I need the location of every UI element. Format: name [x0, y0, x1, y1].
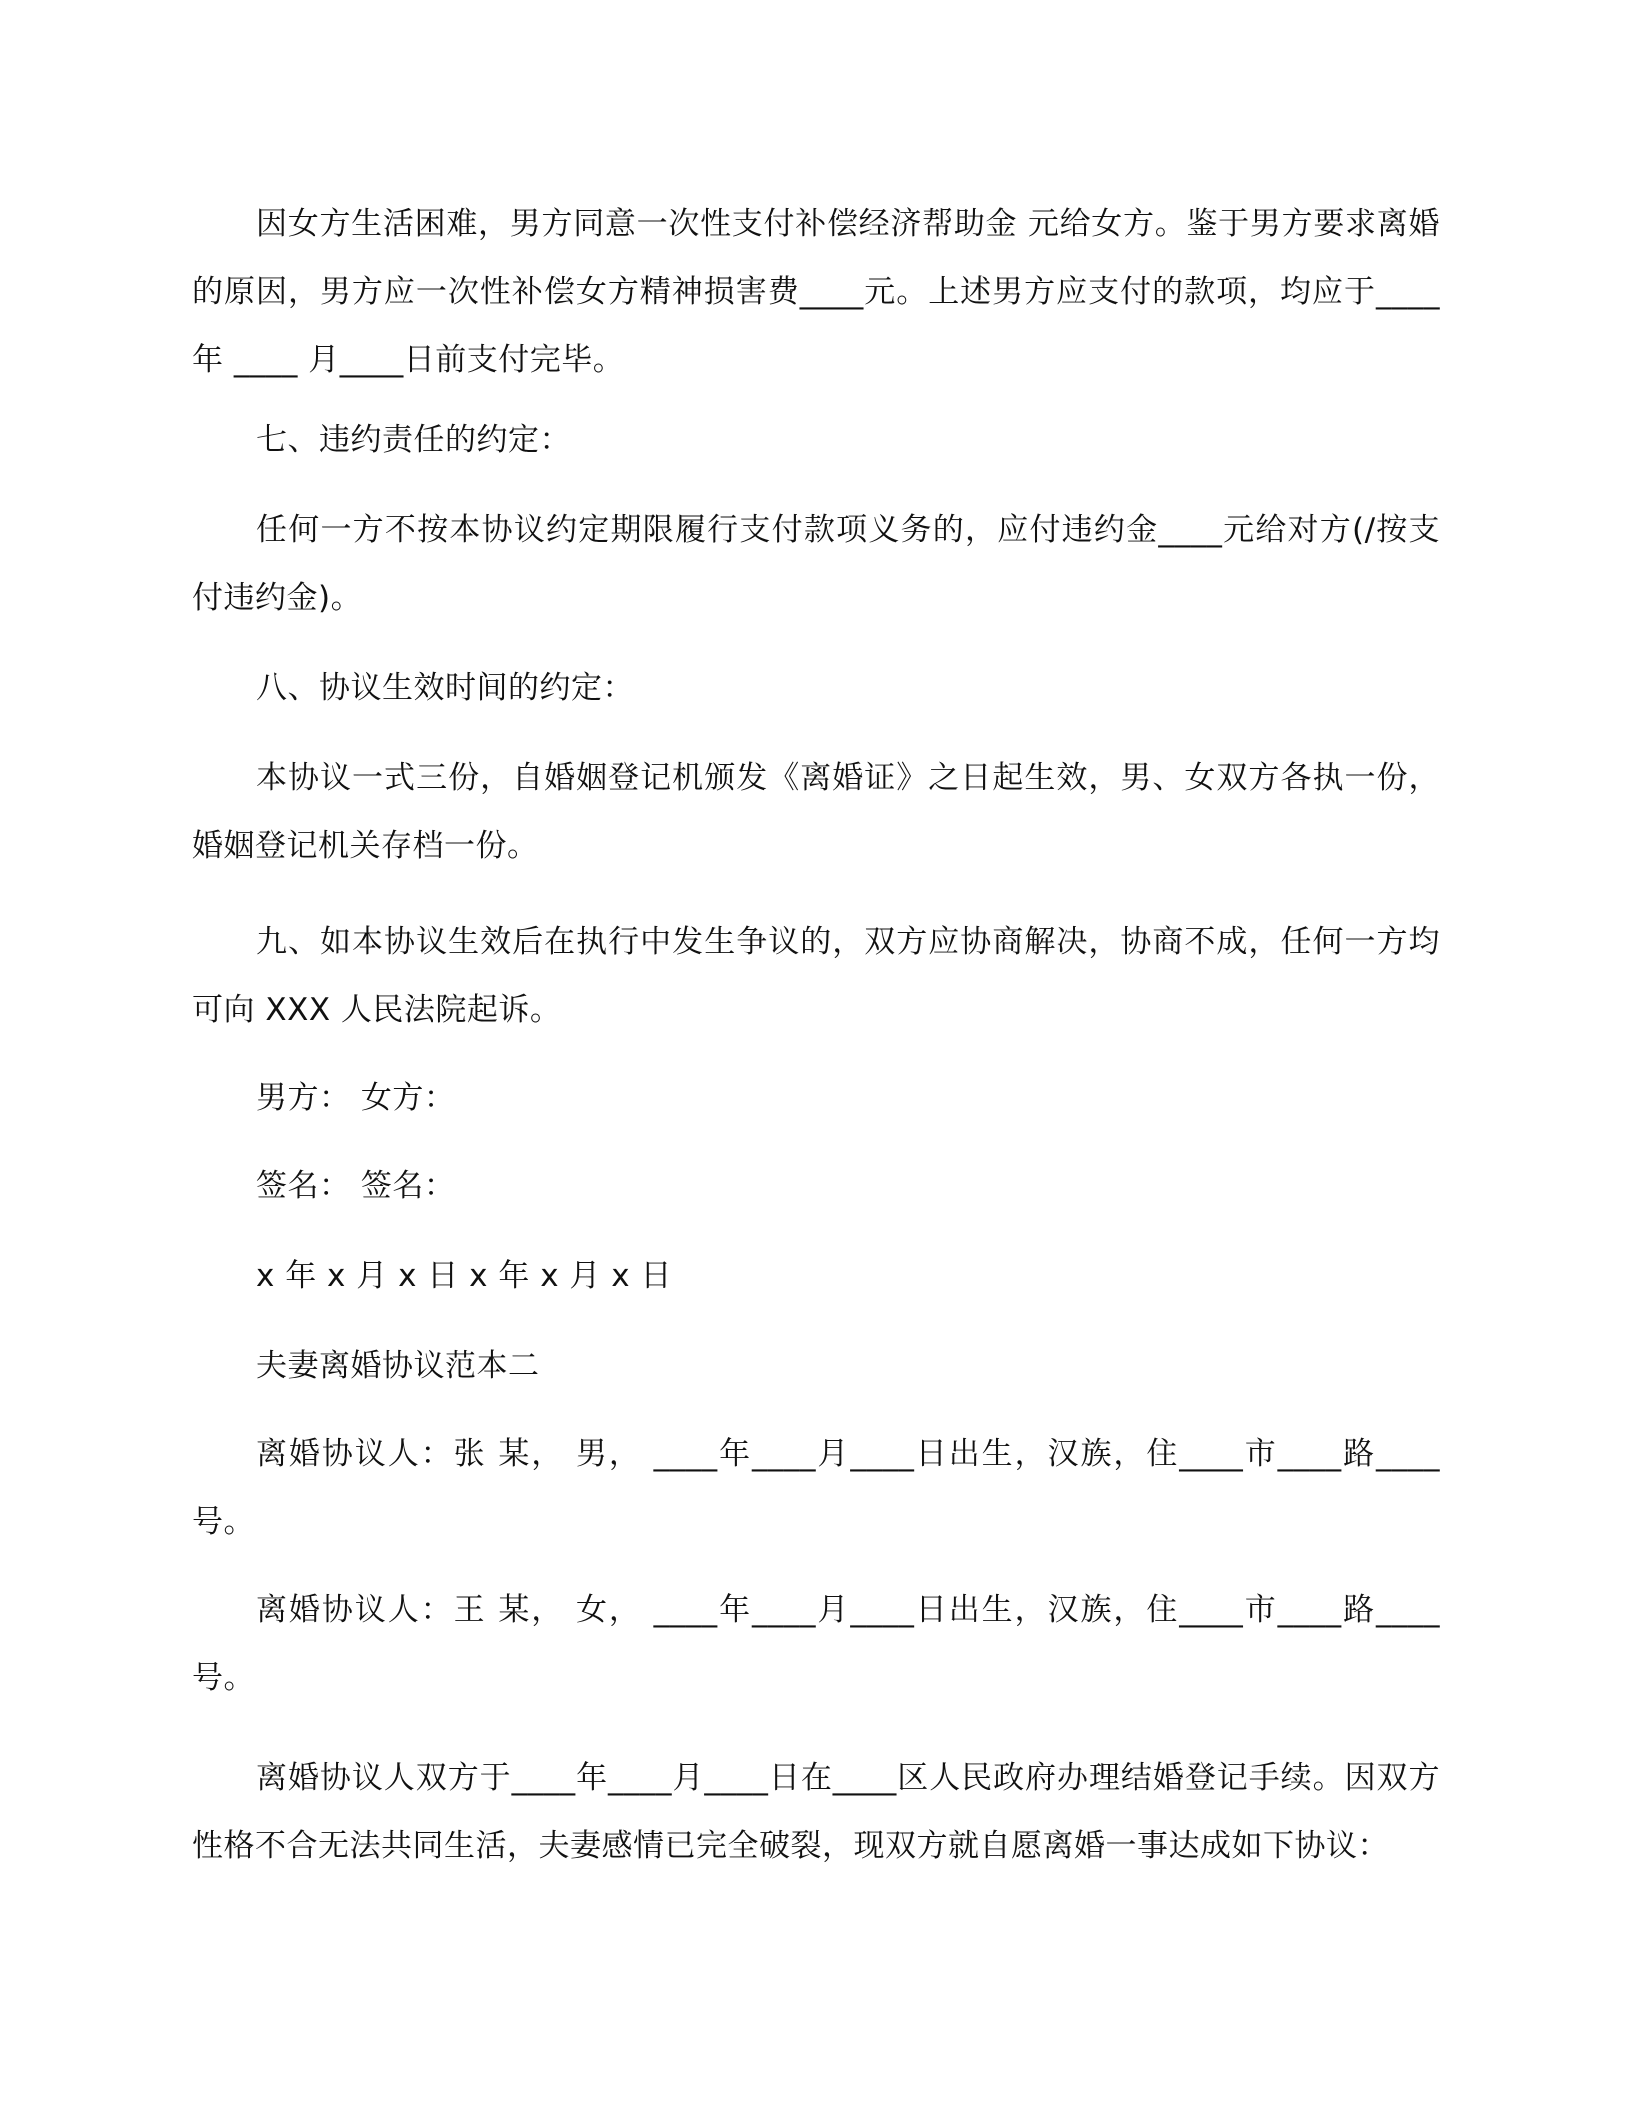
heading-breach-liability: 七、违约责任的约定： — [256, 422, 571, 458]
section-title-template-two: 夫妻离婚协议范本二 — [256, 1348, 540, 1384]
paragraph-compensation: 因女方生活困难，男方同意一次性支付补偿经济帮助金 元给女方。鉴于男方要求离婚的原因，男方应一次性补偿女方精神损害费____元。上述男方应支付的款项，均应于____年 ____ 月____日前支付完毕。 — [192, 206, 1440, 378]
heading-effective-time: 八、协议生效时间的约定： — [256, 670, 634, 706]
paragraph-marriage-registration: 离婚协议人双方于____年____月____日在____区人民政府办理结婚登记手续。因双方性格不合无法共同生活，夫妻感情已完全破裂，现双方就自愿离婚一事达成如下协议： — [192, 1760, 1440, 1864]
paragraph-effective-copies: 本协议一式三份，自婚姻登记机颁发《离婚证》之日起生效，男、女双方各执一份，婚姻登记机关存档一份。 — [192, 760, 1440, 864]
paragraph-breach-penalty: 任何一方不按本协议约定期限履行支付款项义务的，应付违约金____元给对方(/按支付违约金)。 — [192, 512, 1440, 616]
paragraph-party-zhang: 离婚协议人：张 某， 男， ____年____月____日出生，汉族，住____市____路____号。 — [192, 1436, 1440, 1540]
paragraph-party-wang: 离婚协议人：王 某， 女， ____年____月____日出生，汉族，住____市____路____号。 — [192, 1592, 1440, 1696]
paragraph-dispute-resolution: 九、如本协议生效后在执行中发生争议的，双方应协商解决，协商不成，任何一方均可向 XXX 人民法院起诉。 — [192, 924, 1440, 1028]
signature-parties-line: 男方： 女方： — [256, 1080, 456, 1116]
signature-dates-line: x 年 x 月 x 日 x 年 x 月 x 日 — [256, 1258, 672, 1294]
signature-names-line: 签名： 签名： — [256, 1168, 456, 1204]
